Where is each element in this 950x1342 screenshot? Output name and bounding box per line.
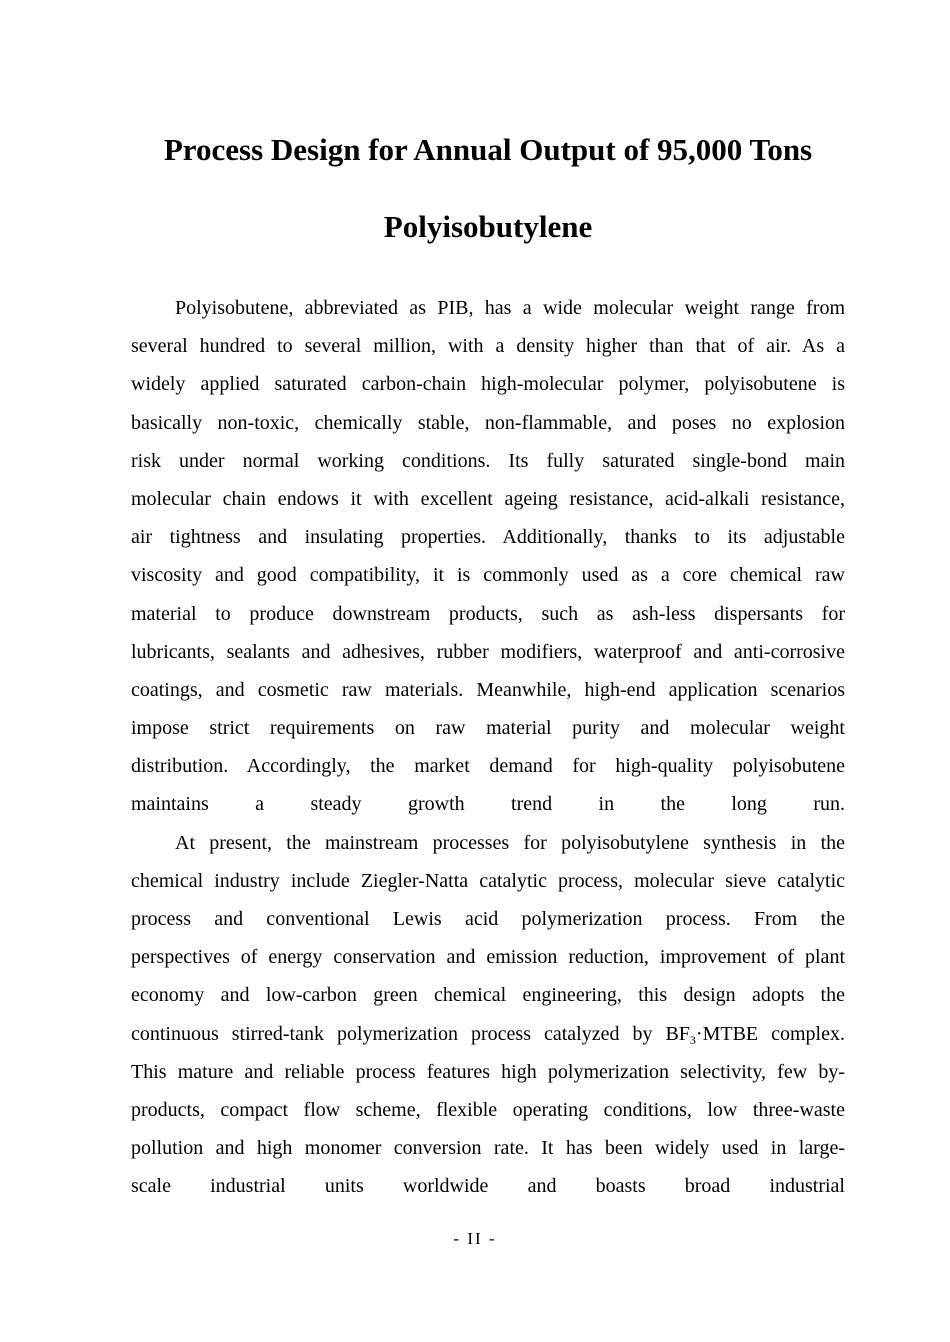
abstract-line: several hundred to several million, with a density higher than that of air. As a xyxy=(131,335,845,358)
abstract-line: maintains a steady growth trend in the long run. xyxy=(131,793,845,816)
abstract-line: lubricants, sealants and adhesives, rubber modifiers, waterproof and anti-corrosive xyxy=(131,640,845,663)
abstract-line-catalyst xyxy=(131,1015,845,1053)
abstract-line: viscosity and good compatibility, it is commonly used as a core chemical raw xyxy=(131,564,845,587)
catalyst-text-after: ·MTBE complex. xyxy=(695,1022,845,1045)
catalyst-text-before: continuous stirred-tank polymerization process catalyzed by BF xyxy=(131,1022,690,1045)
abstract-line: This mature and reliable process features high polymerization selectivity, few by- xyxy=(131,1060,845,1083)
page-number: - II - xyxy=(453,1229,497,1248)
abstract-line: products, compact flow scheme, flexible operating conditions, low three-waste xyxy=(131,1098,845,1121)
abstract-line: chemical industry include Ziegler-Natta catalytic process, molecular sieve catalytic xyxy=(131,869,845,892)
abstract-line: molecular chain endows it with excellent ageing resistance, acid-alkali resistance, xyxy=(131,487,845,510)
abstract-body xyxy=(131,289,845,1206)
page-title-line-2: Polyisobutylene xyxy=(383,209,593,244)
abstract-line: economy and low-carbon green chemical engineering, this design adopts the xyxy=(131,984,845,1007)
abstract-line: process and conventional Lewis acid polymerization process. From the xyxy=(131,908,845,930)
abstract-line: perspectives of energy conservation and emission reduction, improvement of plant xyxy=(131,946,845,969)
abstract-line: scale industrial units worldwide and boasts broad industrial xyxy=(131,1175,845,1198)
abstract-line: material to produce downstream products, such as ash-less dispersants for xyxy=(131,602,845,625)
abstract-line: widely applied saturated carbon-chain high-molecular polymer, polyisobutene is xyxy=(131,373,845,396)
page-title-line-1: Process Design for Annual Output of 95,000 Tons xyxy=(163,132,813,167)
abstract-line: risk under normal working conditions. Its fully saturated single-bond main xyxy=(131,449,845,472)
abstract-line: At present, the mainstream processes for polyisobutylene synthesis in the xyxy=(175,831,845,854)
abstract-line: impose strict requirements on raw material purity and molecular weight xyxy=(131,717,845,740)
catalyst-subscript: 3 xyxy=(689,1032,696,1047)
abstract-line: basically non-toxic, chemically stable, non-flammable, and poses no explosion xyxy=(131,411,845,434)
abstract-line: coatings, and cosmetic raw materials. Meanwhile, high-end application scenarios xyxy=(131,678,845,701)
abstract-line: air tightness and insulating properties. Additionally, thanks to its adjustable xyxy=(131,526,845,549)
abstract-line: Polyisobutene, abbreviated as PIB, has a wide molecular weight range from xyxy=(175,297,845,319)
abstract-line: pollution and high monomer conversion rate. It has been widely used in large- xyxy=(131,1137,845,1160)
abstract-line: distribution. Accordingly, the market demand for high-quality polyisobutene xyxy=(131,755,845,778)
